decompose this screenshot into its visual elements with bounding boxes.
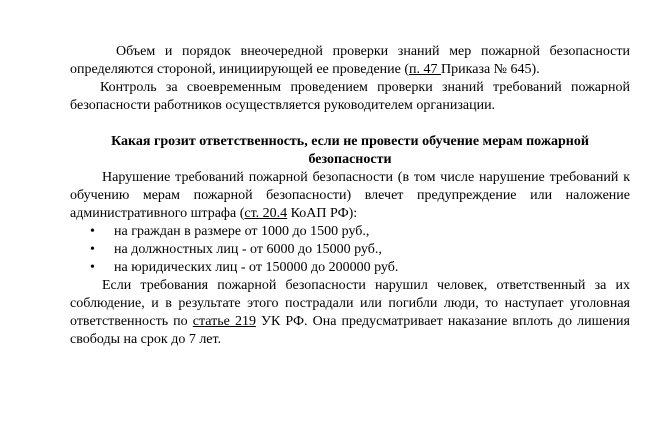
paragraph-text: Если требования пожарной безопасности нарушил человек, ответственный за их соблюдение, и в результате этого пострадали или погибли люди, то наступает уголовная ответственность по: [70, 278, 630, 329]
section-heading: Какая грозит ответственность, если не провести обучение мерам пожарной безопасности: [111, 134, 589, 167]
paragraph-text: Объем и порядок внеочередной проверки знаний мер пожарной безопасности определяются стороной, инициирующей ее проведение (: [70, 44, 630, 77]
bullet-icon: •: [90, 224, 95, 239]
list-item-text: на должностных лиц - от 6000 до 15000 руб.,: [114, 242, 382, 257]
list-item: [70, 259, 630, 277]
spacer: [70, 115, 630, 133]
paragraph-text: КоАП РФ):: [287, 206, 358, 221]
paragraph-inspection-scope: [70, 43, 630, 79]
list-item: [70, 241, 630, 259]
bullet-icon: •: [90, 260, 95, 275]
order-clause-link[interactable]: п. 47: [409, 62, 442, 77]
paragraph-text: Контроль за своевременным проведением проверки знаний требований пожарной безопасности работников осуществляется руководителем организации.: [70, 80, 630, 113]
list-item-text: на граждан в размере от 1000 до 1500 руб.,: [114, 224, 370, 239]
fines-list: [70, 223, 630, 277]
bullet-icon: •: [90, 242, 95, 257]
paragraph-text: Приказа № 645).: [441, 62, 540, 77]
list-item: [70, 223, 630, 241]
paragraph-text: УК РФ. Она предусматривает наказание вплоть до лишения свободы на срок до 7 лет.: [70, 314, 630, 347]
paragraph-text: Нарушение требований пожарной безопасности (в том числе нарушение требований к обучению мерам пожарной безопасности) влечет предупреждение или наложение административного штрафа (: [70, 170, 630, 221]
paragraph-violation: [70, 169, 630, 223]
paragraph-criminal-liability: [70, 277, 630, 349]
list-item-text: на юридических лиц - от 150000 до 200000 руб.: [114, 260, 399, 275]
koap-article-link[interactable]: ст. 20.4: [244, 206, 288, 221]
paragraph-control: [70, 79, 630, 115]
criminal-code-article-link[interactable]: статье 219: [192, 314, 256, 329]
